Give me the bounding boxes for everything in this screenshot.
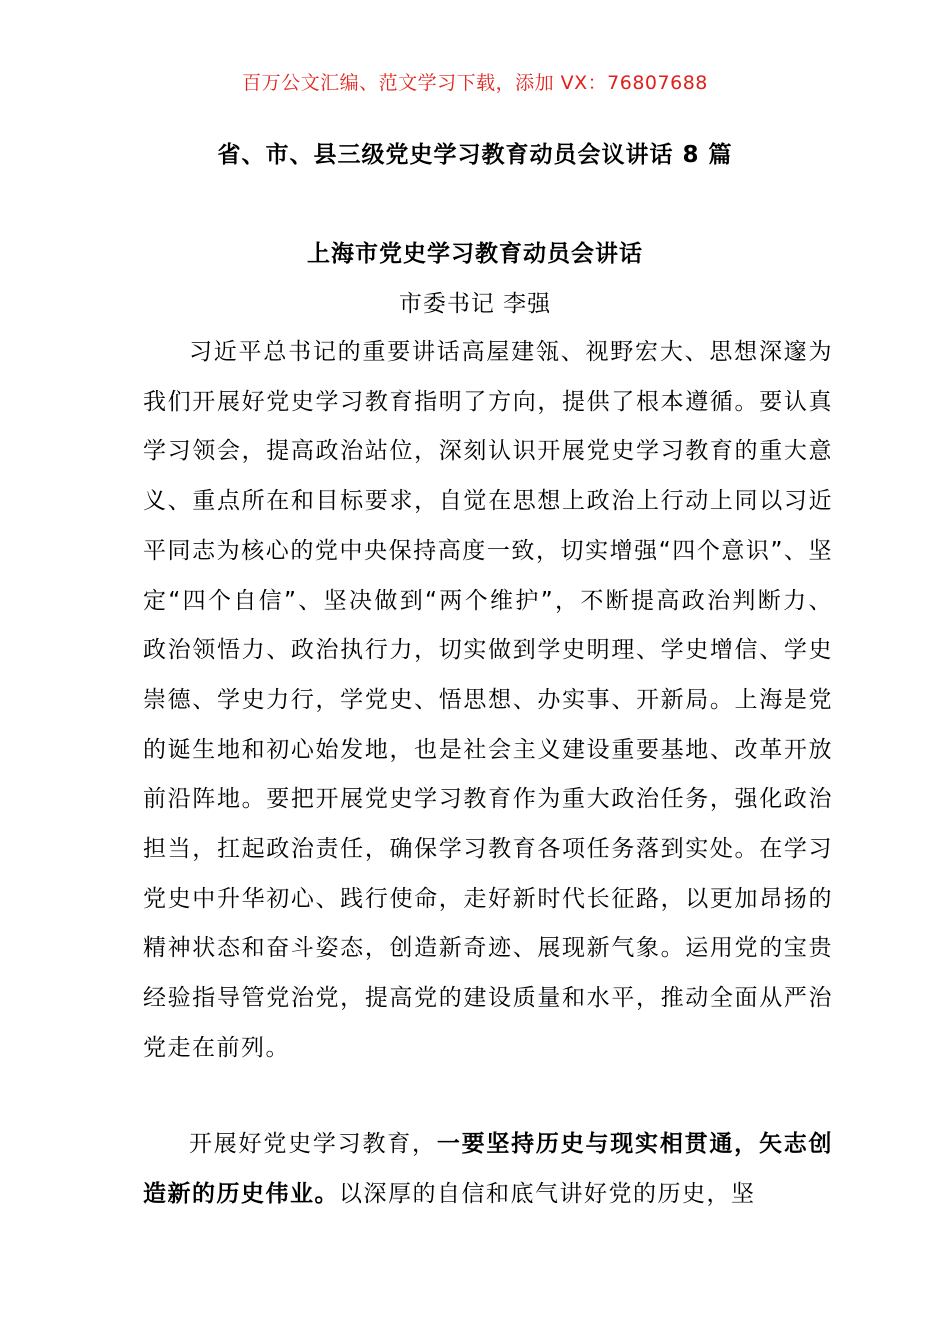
body-paragraph-2 [143,1120,833,1219]
paragraph-2-emphasis: 一要坚持历史与现实相贯通，矢志创造新的历史伟业。 [143,1131,834,1207]
paragraph-2-lead: 开展好党史学习教育， [189,1131,437,1157]
document-title: 省、市、县三级党史学习教育动员会议讲话 8 篇 [217,142,733,168]
author-line: 市委书记 李强 [398,291,552,317]
body-paragraph-1: 习近平总书记的重要讲话高屋建瓴、视野宏大、思想深邃为我们开展好党史学习教育指明了方向，提供了根本遵循。要认真学习领会，提高政治站位，深刻认识开展党史学习教育的重大意义、重点所在和目标要求，自觉在思想上政治上行动上同以习近平同志为核心的党中央保持高度一致，切实增强“四个意识”、坚定“四个自信”、坚决做到“两个维护”，不断提高政治判断力、政治领悟力、政治执行力，切实做到学史明理、学史增信、学史崇德、学史力行，学党史、悟思想、办实事、开新局。上海是党的诞生地和初心始发地，也是社会主义建设重要基地、改革开放前沿阵地。要把开展党史学习教育作为重大政治任务，强化政治担当，扛起政治责任，确保学习教育各项任务落到实处。在学习党史中升华初心、践行使命，走好新时代长征路，以更加昂扬的精神状态和奋斗姿态，创造新奇迹、展现新气象。运用党的宝贵经验指导管党治党，提高党的建设质量和水平，推动全面从严治党走在前列。 [143,339,833,1061]
paragraph-2-rest: 以深厚的自信和底气讲好党的历史，坚 [339,1180,756,1207]
section-title: 上海市党史学习教育动员会讲话 [307,241,643,267]
watermark-header: 百万公文汇编、范文学习下载，添加 VX：76807688 [242,72,708,94]
